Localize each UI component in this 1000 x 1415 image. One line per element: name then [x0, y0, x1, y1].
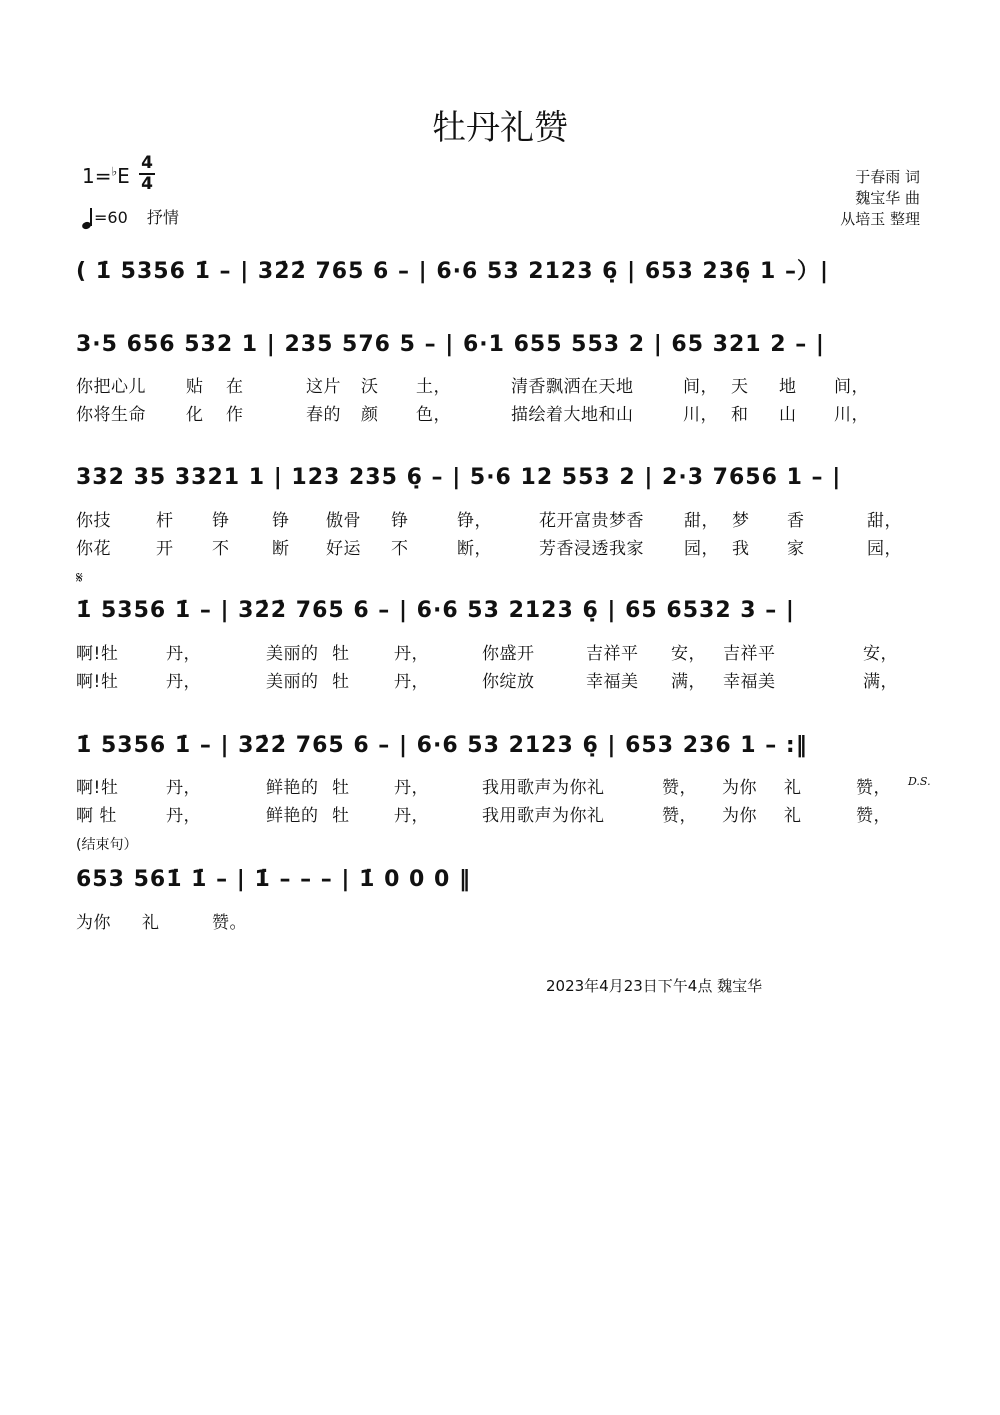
staff-line-5: 1̇ 5356 1̇ – | 32̇2̇ 765 6 – | 6·6 53 2123 6̣ | 653 236 1 – :‖ — [76, 733, 808, 758]
lyric-row-v2-line2: 你花 开 不 断 好运 不 断， 芳香浸透我家 园， 我 家 园， — [76, 539, 902, 559]
flat-sign: ♭ — [111, 164, 118, 179]
coda-label: (结束句） — [76, 837, 138, 853]
lyric-row-coda: 为你 礼 赞。 — [76, 913, 247, 933]
page-title: 牡丹礼赞 — [432, 108, 568, 148]
staff-line-2: 3·5 656 532 1 | 235 576 5 – | 6·1 655 553 2 | 65 321 2 – | — [76, 332, 825, 357]
staff-line-3: 332 35 3321 1 | 123 235 6̣ – | 5·6 12 553 2 | 2·3 7656 1 – | — [76, 465, 842, 490]
tempo-value: =60 — [94, 208, 128, 227]
lyric-row-v1-line1: 你把心儿 贴 在 这片 沃 土， 清香飘洒在天地 间， 天 地 间， — [76, 377, 869, 397]
staff-line-4: 1̇ 5356 1̇ – | 32̇2̇ 765 6 – | 6·6 53 2123 6̣ | 65 6532 3 – | — [76, 598, 795, 623]
arranger-credit: 从培玉 整理 — [840, 210, 920, 228]
key-note: E — [117, 164, 130, 188]
key-signature — [82, 164, 130, 188]
time-signature-top: 4 — [141, 153, 153, 173]
dal-segno-mark: D.S. — [908, 775, 931, 788]
segno-sign: 𝄋 — [76, 568, 83, 587]
composer-credit: 魏宝华 曲 — [855, 189, 920, 207]
staff-line-coda: 653 561̇ 1̇ – | 1̇ – – – | 1̇ 0 0 0 ‖ — [76, 867, 471, 892]
quarter-note-icon — [82, 207, 94, 229]
date-signature: 2023年4月23日下午4点 魏宝华 — [546, 977, 763, 995]
staff-line-1: ( 1̇ 5356 1̇ – | 32̇2̇ 765 6 – | 6·6 53 2123 6̣ | 653 236̣ 1 –）| — [76, 259, 829, 284]
lyric-row-v2-line3: 啊!牡 丹， 美丽的 牡 丹， 你绽放 幸福美 满， 幸福美 满， — [76, 672, 898, 692]
key-prefix: 1= — [82, 164, 112, 188]
time-signature-bottom: 4 — [141, 174, 153, 194]
lyric-row-v1-line4: 啊!牡 丹， 鲜艳的 牡 丹， 我用歌声为你礼 赞， 为你 礼 赞， — [76, 778, 891, 798]
lyric-row-v2-line1: 你将生命 化 作 春的 颜 色， 描绘着大地和山 川， 和 山 川， — [76, 405, 869, 425]
lyricist-credit: 于春雨 词 — [855, 168, 920, 186]
tempo-marking — [82, 205, 179, 229]
lyric-row-v1-line3: 啊!牡 丹， 美丽的 牡 丹， 你盛开 吉祥平 安， 吉祥平 安， — [76, 644, 898, 664]
tempo-mood: 抒情 — [146, 208, 179, 227]
lyric-row-v2-line4: 啊 牡 丹， 鲜艳的 牡 丹， 我用歌声为你礼 赞， 为你 礼 赞， — [76, 806, 891, 826]
time-signature — [138, 154, 156, 194]
lyric-row-v1-line2: 你技 杆 铮 铮 傲骨 铮 铮， 花开富贵梦香 甜， 梦 香 甜， — [76, 511, 902, 531]
